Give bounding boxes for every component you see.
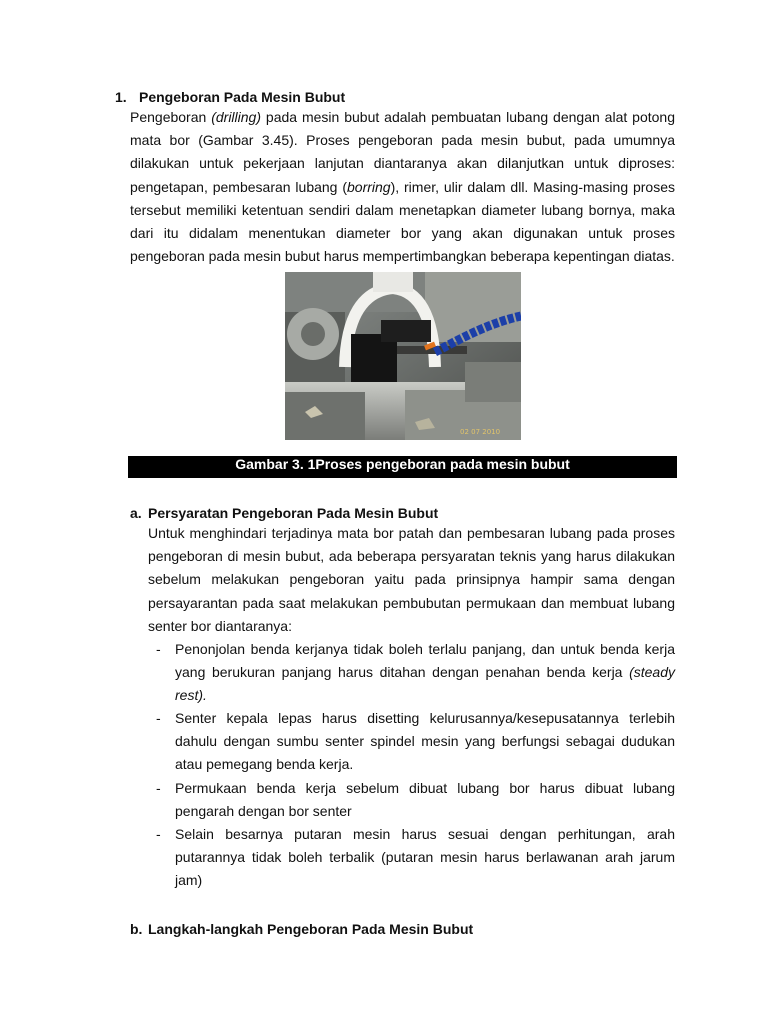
section-a-letter: a. (130, 505, 142, 521)
bullet-text-2: Senter kepala lepas harus disetting kelurusannya/kesepusatannya terlebih dahulu dengan sumbu senter spindel mesin yang berfungsi sebagai dudukan atau pemegang benda kerja. (175, 710, 675, 773)
section-b-heading (130, 920, 473, 938)
figure-caption (128, 456, 677, 478)
bullet-dash: - (156, 826, 161, 842)
lathe-drilling-photo (285, 272, 521, 440)
section-1-number: 1. (115, 89, 127, 105)
bullet-text-1 (175, 638, 675, 708)
section-b-letter: b. (130, 921, 143, 937)
section-a-intro: Untuk menghindari terjadinya mata bor patah dan pembesaran lubang pada proses pengeboran di mesin bubut, ada beberapa persyaratan teknis yang harus dilakukan sebelum melakukan pengeboran yaitu pada prinsipnya hampir sama dengan persayarantan pada saat melakukan pembubutan permukaan dan membuat lubang senter bor diantaranya: (148, 525, 675, 634)
bullet-dash: - (156, 641, 161, 657)
section-1-paragraph (130, 106, 675, 268)
bullet-dash: - (156, 780, 161, 796)
bullet-text-4: Selain besarnya putaran mesin harus sesuai dengan perhitungan, arah putarannya tidak boleh terbalik (putaran mesin harus berlawanan arah jarum jam) (175, 826, 675, 889)
bullet-1-body: Penonjolan benda kerjanya tidak boleh terlalu panjang, dan untuk benda kerja yang berukuran panjang harus ditahan dengan penahan benda kerja (175, 641, 675, 681)
section-1-title: Pengeboran Pada Mesin Bubut (139, 89, 346, 105)
bullet-dash: - (156, 710, 161, 726)
bullet-text-3: Permukaan benda kerja sebelum dibuat lubang bor harus dibuat lubang pengarah dengan bor senter (175, 780, 675, 820)
para-text-3: ), rimer, ulir dalam dll. Masing-masing proses tersebut memiliki ketentuan sendiri dalam menetapkan diameter lubang bornya, maka dari itu didalam menentukan diameter bor yang akan digunakan untuk proses pengeboran pada mesin bubut harus mempertimbangkan beberapa kepentingan diatas. (130, 178, 675, 265)
bullet-1-italic: (steady rest). (175, 664, 675, 704)
section-1-heading (115, 88, 345, 106)
para-drilling-term: (drilling) (211, 109, 261, 125)
para-borring-term: borring (347, 178, 391, 195)
figure-caption-text: Gambar 3. 1Proses pengeboran pada mesin bubut (235, 456, 570, 472)
para-text-1: Pengeboran (130, 109, 212, 125)
section-b-title: Langkah-langkah Pengeboran Pada Mesin Bubut (148, 921, 474, 937)
para-text-2: pada mesin bubut adalah pembuatan lubang dengan alat potong mata bor (Gambar 3.45). Proses pengeboran pada mesin bubut, pada umumnya dilakukan untuk pekerjaan lanjutan diantaranya akan dilanjutkan untuk diproses: pengetapan, pembesaran lubang ( (130, 109, 675, 195)
section-a-heading (130, 504, 438, 522)
svg-text:02 07 2010: 02 07 2010 (460, 428, 501, 436)
section-a-title: Persyaratan Pengeboran Pada Mesin Bubut (148, 505, 439, 521)
